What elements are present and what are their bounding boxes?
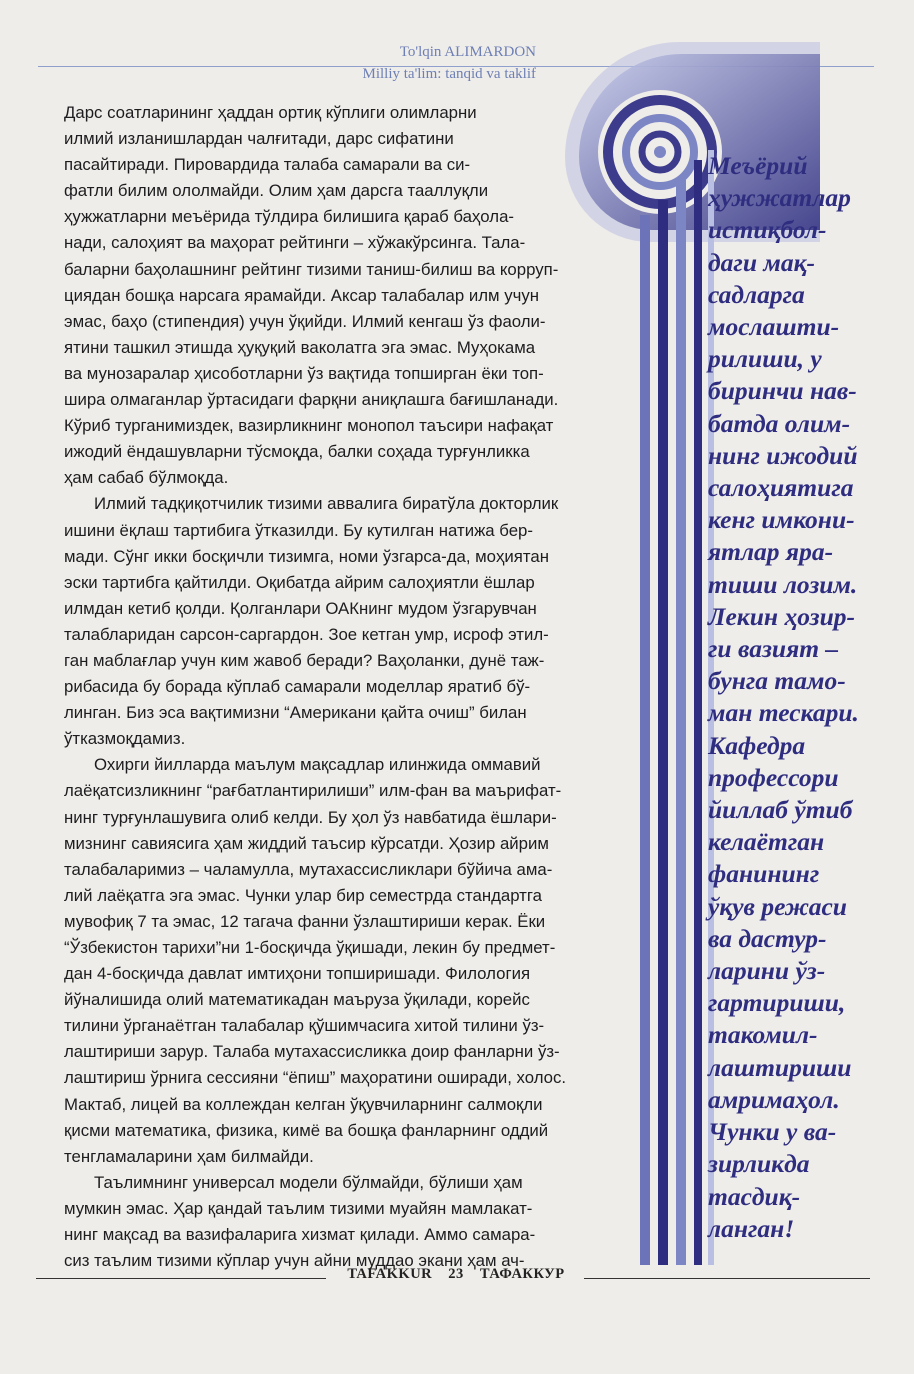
pull-quote-line: амримаҳол. bbox=[708, 1084, 840, 1114]
text-line: нинг турғунлашувига олиб келди. Бу ҳол ўз навбатида ёшлари- bbox=[64, 807, 557, 827]
pull-quote-line: профессори bbox=[708, 762, 839, 792]
text-line: мумкин эмас. Ҳар қандай таълим тизими муайян мамлакат- bbox=[64, 1198, 533, 1218]
pull-quote-line: бунга тамо- bbox=[708, 666, 846, 696]
article-body bbox=[64, 100, 626, 1274]
pull-quote-line: салоҳиятига bbox=[708, 473, 854, 503]
text-line: тилини ўрганаётган талабалар қўшимчасига хитой тилини ўз- bbox=[64, 1016, 545, 1036]
text-line: эски тартибга қайтилди. Оқибатда айрим салоҳиятли ёшлар bbox=[64, 572, 535, 592]
pull-quote-line: лаштириши bbox=[708, 1052, 852, 1082]
footer-magazine-cyrillic: ТАФАККУР bbox=[479, 1266, 565, 1282]
header-author: To'lqin ALIMARDON bbox=[399, 44, 536, 60]
pull-quote-line: садларга bbox=[708, 279, 805, 309]
pull-quote-line: йиллаб ўтиб bbox=[708, 795, 853, 825]
text-line: қисми математика, физика, кимё ва бошқа фанларнинг оддий bbox=[64, 1120, 549, 1140]
text-line: нади, салоҳият ва маҳорат рейтинги – хўжакўрсинга. Тала- bbox=[64, 233, 526, 253]
text-line: лий лаёқатга эга эмас. Чунки улар бир семестрда стандартга bbox=[64, 885, 542, 905]
pull-quote-line: ман тескари. bbox=[708, 698, 859, 728]
text-line: талабаларимиз – чаламулла, мутахассисликлари бўйича ама- bbox=[64, 859, 553, 879]
text-line: сиз таълим тизими кўплар учун айни муддао экани ҳам ач- bbox=[64, 1251, 525, 1271]
text-line: Кўриб турганимиздек, вазирликнинг монопол таъсири нафақат bbox=[64, 416, 554, 436]
pull-quote-line: Чунки у ва- bbox=[708, 1117, 837, 1147]
pull-quote-line: ўқув режаси bbox=[708, 891, 847, 921]
pull-quote-line: гартириши, bbox=[708, 988, 846, 1018]
text-line: лаштириш ўрнига сессияни “ёпиш” маҳоратини оширади, холос. bbox=[64, 1068, 567, 1088]
text-line: фатли билим ололмайди. Олим ҳам дарсга тааллуқли bbox=[64, 181, 489, 201]
text-line: лаёқатсизликнинг “рағбатлантирилиши” илм-фан ва маърифат- bbox=[64, 781, 562, 801]
text-line: пасайтиради. Пировардида талаба самарали ва си- bbox=[64, 155, 471, 175]
pull-quote-line: биринчи нав- bbox=[708, 376, 857, 406]
text-line: нинг мақсад ва вазифаларига хизмат қилади. Аммо самара- bbox=[64, 1225, 536, 1245]
text-line: ҳам сабаб бўлмоқда. bbox=[64, 468, 229, 488]
pull-quote-line: зирликда bbox=[708, 1149, 810, 1179]
text-line: шира олмаганлар ўртасидаги фарқни аниқлашга бағишланади. bbox=[64, 390, 559, 410]
paragraph-2 bbox=[64, 491, 626, 752]
pull-quote-line: ги вазият – bbox=[708, 634, 839, 664]
text-line: ўтказмоқдамиз. bbox=[64, 729, 186, 749]
text-line: Охирги йилларда маълум мақсадлар илинжида оммавий bbox=[94, 755, 541, 775]
pull-quote-line: такомил- bbox=[708, 1020, 818, 1050]
text-line: Мактаб, лицей ва коллеждан келган ўқувчиларнинг салмоқли bbox=[64, 1094, 543, 1114]
text-line: эмас, баҳо (стипендия) учун ўқийди. Илмий кенгаш ўз фаоли- bbox=[64, 311, 546, 331]
pull-quote-line: мослашти- bbox=[708, 312, 840, 342]
text-line: илмий изланишлардан чалғитади, дарс сифатини bbox=[64, 129, 454, 149]
text-line: ва мунозаралар ҳисоботларни ўз вақтида топширган ёки топ- bbox=[64, 363, 544, 383]
pull-quote-line: келаётган bbox=[708, 827, 825, 857]
page-footer bbox=[330, 1266, 582, 1283]
text-line: мувофиқ 7 та эмас, 12 тагача фанни ўзлаштириши керак. Ёки bbox=[64, 911, 546, 931]
pull-quote-line: даги мақ- bbox=[708, 247, 816, 277]
pull-quote-line: ланган! bbox=[708, 1213, 795, 1243]
pull-quote-line: рилиши, у bbox=[708, 344, 822, 374]
text-line: мизнинг савиясига ҳам жиддий таъсир кўрсатди. Ҳозир айрим bbox=[64, 833, 549, 853]
pull-quote-line: тиши лозим. bbox=[708, 569, 858, 599]
pull-quote-line: фанининг bbox=[708, 859, 820, 889]
text-line: тенгламаларини ҳам билмайди. bbox=[64, 1146, 314, 1166]
text-line: рибасида бу борада кўплаб самарали моделлар яратиб бў- bbox=[64, 677, 531, 697]
text-line: йўналишида олий математикадан маъруза ўқилади, корейс bbox=[64, 990, 530, 1010]
page-number: 23 bbox=[448, 1266, 464, 1282]
text-line: Дарс соатларининг ҳаддан ортиқ кўплиги олимларни bbox=[64, 103, 477, 122]
pull-quote-line: ҳужжатлар bbox=[708, 183, 851, 213]
header-subtitle: Milliy ta'lim: tanqid va taklif bbox=[362, 66, 536, 82]
pull-quote-line: кенг имкони- bbox=[708, 505, 855, 535]
text-line: ган маблағлар учун ким жавоб беради? Ваҳоланки, дунё таж- bbox=[64, 650, 545, 670]
footer-rule-right bbox=[584, 1278, 870, 1279]
pull-quote-line: нинг ижодий bbox=[708, 440, 858, 470]
pull-quote-line: Кафедра bbox=[708, 730, 806, 760]
text-line: Таълимнинг универсал модели бўлмайди, бўлиши ҳам bbox=[94, 1172, 523, 1192]
footer-magazine-latin: TAFAKKUR bbox=[347, 1266, 433, 1282]
text-line: дан 4-босқичда давлат имтиҳони топширишади. Филология bbox=[64, 964, 531, 984]
text-line: баларни баҳолашнинг рейтинг тизими таниш-билиш ва корруп- bbox=[64, 259, 559, 279]
pull-quote-line: тасдиқ- bbox=[708, 1181, 801, 1211]
text-line: мади. Сўнг икки босқичли тизимга, номи ўзгарса-да, моҳиятан bbox=[64, 546, 549, 566]
text-line: илмдан кетиб қолди. Қолганлари ОАКнинг мудом ўзгарувчан bbox=[64, 598, 537, 618]
pull-quote-line: ва дастур- bbox=[708, 923, 827, 953]
text-line: ятини ташкил этишда ҳуқуқий ваколатга эга эмас. Муҳокама bbox=[64, 337, 536, 357]
pull-quote-line: ятлар яра- bbox=[708, 537, 834, 567]
paragraph-4 bbox=[64, 1170, 626, 1274]
text-line: Илмий тадқиқотчилик тизими аввалига биратўла докторлик bbox=[94, 494, 559, 514]
text-line: ҳужжатларни меъёрида тўлдира билишига қараб баҳола- bbox=[64, 207, 514, 227]
pull-quote-line: истиқбол- bbox=[708, 215, 827, 245]
text-line: “Ўзбекистон тарихи”ни 1-босқичда ўқишади, лекин бу предмет- bbox=[64, 938, 556, 957]
text-line: лаштириши зарур. Талаба мутахассисликка доир фанларни ўз- bbox=[64, 1042, 560, 1062]
paragraph-1 bbox=[64, 100, 626, 491]
text-line: талабларидан сарсон-саргардон. Зое кетган умр, исроф этил- bbox=[64, 624, 549, 644]
footer-rule-left bbox=[36, 1278, 326, 1279]
text-line: циядан бошқа нарсага ярамайди. Аксар талабалар илм учун bbox=[64, 285, 539, 305]
paragraph-3 bbox=[64, 752, 626, 1170]
text-line: линган. Биз эса вақтимизни “Американи қайта очиш” билан bbox=[64, 703, 527, 723]
pull-quote-line: ларини ўз- bbox=[708, 956, 826, 986]
pull-quote-line: батда олим- bbox=[708, 408, 851, 438]
pull-quote-line: Лекин ҳозир- bbox=[708, 601, 855, 631]
pull-quote bbox=[708, 150, 888, 1245]
pull-quote-line: Меъёрий bbox=[708, 151, 808, 180]
text-line: ишини ёқлаш тартибига ўтказилди. Бу кутилган натижа бер- bbox=[64, 520, 533, 540]
text-line: ижодий ёндашувларни тўсмоқда, балки соҳада турғунликка bbox=[64, 442, 530, 462]
